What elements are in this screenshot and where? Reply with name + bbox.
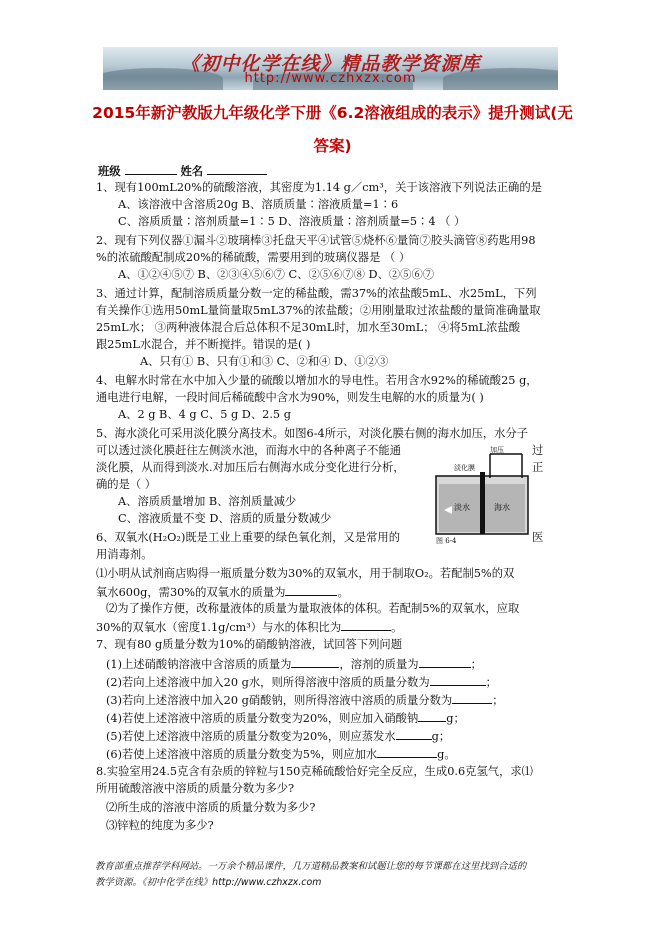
question-line-end: 过 <box>532 444 544 457</box>
question-line: 确的是（ ） <box>96 478 157 491</box>
question-line: 有关操作①选用50mL量筒量取5mL37%的浓盐酸；②用刚量取过浓盐酸的量筒准确量取 <box>96 304 541 317</box>
question-line <box>106 691 504 709</box>
question-line: 3、通过计算，配制溶质质量分数一定的稀盐酸，需37%的浓盐酸5mL、水25mL，下列 <box>96 287 537 300</box>
footer-line: 教育部重点推荐学科网站。一万余个精品课件，几万道精品教案和试题让您的每节课都在这里找到合适的 <box>95 861 527 872</box>
fresh-water-label: 淡水 <box>454 503 470 512</box>
banner-url[interactable]: http://www.czhxzx.com <box>244 71 417 86</box>
option-line: A、2 g B、4 g C、5 g D、2.5 g <box>118 408 291 421</box>
question-text: (3)若向上述溶液中加入20 g硝酸钠，则所得溶液中溶质的质量分数为 <box>106 694 453 707</box>
answer-blank[interactable] <box>430 673 486 686</box>
answer-blank[interactable] <box>418 709 446 722</box>
class-blank[interactable] <box>125 162 177 175</box>
name-blank[interactable] <box>207 162 267 175</box>
answer-blank[interactable] <box>341 618 391 631</box>
question-line: 5、海水淡化可采用淡化膜分离技术。如图6-4所示，对淡化膜右侧的海水加压，水分子 <box>96 427 529 440</box>
question-line: 1、现有100mL20%的硫酸溶液，其密度为1.14 g／cm³，关于该溶液下列说法正确的是 <box>96 181 542 194</box>
question-line <box>106 673 497 691</box>
banner-title: 《初中化学在线》精品教学资源库 <box>180 53 481 75</box>
question-line <box>96 618 402 636</box>
answer-blank[interactable] <box>396 727 432 740</box>
question-line: %的浓硫酸配制成20%的稀硫酸，需要用到的玻璃仪器是 （ ） <box>96 251 411 264</box>
question-line: 8.实验室用24.5克含有杂质的锌粒与150克稀硫酸恰好完全反应，生成0.6克氢气，求⑴ <box>96 765 533 778</box>
question-line: 可以透过淡化膜赶往左侧淡水池，而海水中的各种离子不能通 <box>96 444 402 457</box>
answer-blank[interactable] <box>285 583 337 596</box>
question-line-end: 正 <box>532 461 544 474</box>
question-text: (2)若向上述溶液中加入20 g水，则所得溶液中溶质的质量分数为 <box>106 676 430 689</box>
option-line: C、溶质质量∶溶剂质量=1∶5 D、溶液质量∶溶剂质量=5∶4 （ ） <box>118 215 466 228</box>
question-line: 7、现有80 g质量分数为10%的硝酸钠溶液，试回答下列问题 <box>96 638 403 651</box>
document-title-continued: 答案) <box>313 137 352 155</box>
question-text: (4)若使上述溶液中溶质的质量分数变为20%，则应加入硝酸钠 <box>106 712 419 725</box>
question-line: 25mL水； ③两种液体混合后总体积不足30mL时，加水至30mL； ④将5mL浓盐酸 <box>96 321 521 334</box>
question-text: g； <box>446 712 465 725</box>
question-text: (5)若使上述溶液中溶质的质量分数变为20%，则应蒸发水 <box>106 730 396 743</box>
class-label: 班级 <box>98 164 121 178</box>
option-line: A、溶质质量增加 B、溶剂质量减少 <box>118 495 297 508</box>
question-line: 6、双氧水(H₂O₂)既是工业上重要的绿色氧化剂，又是常用的 <box>96 531 401 544</box>
header-banner <box>103 47 558 90</box>
document-title: 2015年新沪教版九年级化学下册《6.2溶液组成的表示》提升测试(无 <box>92 104 573 122</box>
question-line: 4、电解水时常在水中加入少量的硫酸以增加水的导电性。若用含水92%的稀硫酸25 g， <box>96 374 538 387</box>
membrane-label: 淡化膜 <box>454 464 475 472</box>
name-label: 姓名 <box>180 164 204 178</box>
question-text: g。 <box>437 748 456 761</box>
question-line: 用消毒剂。 <box>96 548 153 561</box>
answer-blank[interactable] <box>377 745 437 758</box>
option-line: A、只有① B、只有①和③ C、②和④ D、①②③ <box>140 355 389 368</box>
student-info-line <box>98 162 267 179</box>
answer-blank[interactable] <box>419 655 471 668</box>
question-line: ⑵所生成的溶液中溶质的质量分数为多少? <box>106 801 316 814</box>
question-line: 跟25mL水混合，并不断搅拌。错误的是( ) <box>96 338 311 351</box>
question-line: ⑴小明从试剂商店购得一瓶质量分数为30%的双氧水，用于制取O₂。若配制5%的双 <box>96 567 515 580</box>
pressure-label: 加压 <box>490 446 504 454</box>
question-line <box>106 745 456 763</box>
question-text: 。 <box>391 621 403 634</box>
question-text: (6)若使上述溶液中溶质的质量分数变为5%，则应加水 <box>106 748 378 761</box>
question-line <box>96 583 349 601</box>
answer-blank[interactable] <box>452 691 492 704</box>
question-text: ； <box>470 658 482 671</box>
option-line: A、①②④⑤⑦ B、②③④⑤⑥⑦ C、②⑤⑥⑦⑧ D、②⑤⑥⑦ <box>118 268 435 281</box>
question-line: 通电进行电解，一段时间后稀硫酸中含水为90%，则发生电解的水的质量为( ) <box>96 391 484 404</box>
question-text: 30%的双氧水（密度1.1g/cm³）与水的体积比为 <box>96 621 342 634</box>
desalination-figure <box>432 446 532 544</box>
question-line: ⑵为了操作方便，改称量液体的质量为量取液体的体积。若配制5%的双氧水，应取 <box>106 602 520 615</box>
option-line: A、该溶液中含溶质20g B、溶质质量∶溶液质量=1∶6 <box>118 198 399 211</box>
question-line <box>106 709 465 727</box>
question-line: 淡化膜，从而得到淡水.对加压后右侧海水成分变化进行分析， <box>96 461 405 474</box>
question-line: 2、现有下列仪器①漏斗②玻璃棒③托盘天平④试管⑤烧杯⑥量筒⑦胶头滴管⑧药匙用98 <box>96 234 536 247</box>
figure-caption: 图 6-4 <box>436 537 457 544</box>
question-text: ； <box>492 694 504 707</box>
membrane-bar <box>480 472 485 534</box>
sea-water-label: 海水 <box>494 503 510 512</box>
question-text: 氧水600g，需30%的双氧水的质量为 <box>96 586 286 599</box>
question-line: 所用硫酸溶液中溶质的质量分数为多少? <box>96 782 295 795</box>
question-text: g； <box>431 730 451 743</box>
question-line <box>106 727 450 745</box>
question-line: ⑶锌粒的纯度为多少? <box>106 819 214 832</box>
question-text: 。 <box>337 586 349 599</box>
question-text: ； <box>485 676 497 689</box>
option-line: C、溶液质量不变 D、溶质的质量分数减少 <box>118 512 332 525</box>
question-text: ，溶剂的质量为 <box>339 658 419 671</box>
footer-line: 教学资源。《初中化学在线》http://www.czhxzx.com <box>95 877 322 888</box>
question-line <box>106 655 482 673</box>
answer-blank[interactable] <box>291 655 339 668</box>
question-line-end: 医 <box>532 531 544 544</box>
question-text: (1)上述硝酸钠溶液中含溶质的质量为 <box>106 658 292 671</box>
